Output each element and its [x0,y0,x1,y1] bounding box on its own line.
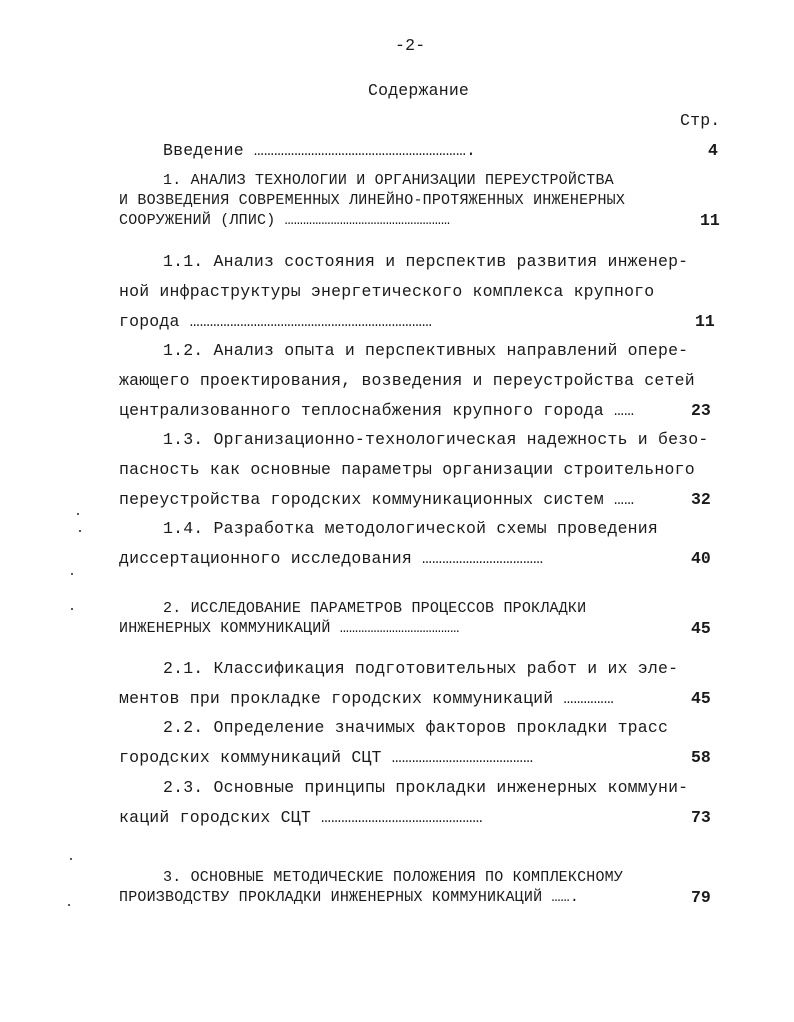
toc-entry-page: 58 [691,748,711,767]
toc-entry-page: 4 [708,141,718,160]
toc-entry-line: 2. ИССЛЕДОВАНИЕ ПАРАМЕТРОВ ПРОЦЕССОВ ПРОКЛАДКИ [163,600,587,617]
toc-entry-line: ментов при прокладке городских коммуникаций …………… [119,689,614,708]
toc-entry-line: 2.3. Основные принципы прокладки инженерных коммуни- [163,778,689,797]
toc-entry-line: 1.4. Разработка методологической схемы проведения [163,519,658,538]
toc-entry-page: 11 [700,211,720,230]
scan-speck [71,573,73,575]
toc-entry-page: 40 [691,549,711,568]
toc-entry-page: 32 [691,490,711,509]
toc-entry-line: 1.2. Анализ опыта и перспективных направлений опере- [163,341,689,360]
toc-entry-line: 1.3. Организационно-технологическая надежность и безо- [163,430,709,449]
toc-entry-line: ПРОИЗВОДСТВУ ПРОКЛАДКИ ИНЖЕНЕРНЫХ КОММУНИКАЦИЙ ……. [119,889,580,906]
toc-entry-line: ной инфраструктуры энергетического комплекса крупного [119,282,655,301]
toc-entry-line: пасность как основные параметры организации строительного [119,460,695,479]
toc-entry-line: 3. ОСНОВНЫЕ МЕТОДИЧЕСКИЕ ПОЛОЖЕНИЯ ПО КОМПЛЕКСНОМУ [163,869,624,886]
scan-speck [71,608,73,610]
toc-entry-line: ИНЖЕНЕРНЫХ КОММУНИКАЦИЙ ………………………………… [119,620,460,637]
toc-entry-line: СООРУЖЕНИЙ (ЛПИС) ……………………………………………… [119,212,451,229]
toc-entry-page: 73 [691,808,711,827]
toc-entry-line: 1. АНАЛИЗ ТЕХНОЛОГИИ И ОРГАНИЗАЦИИ ПЕРЕУСТРОЙСТВА [163,172,614,189]
scan-speck [79,530,81,532]
scan-speck [77,513,79,515]
toc-entry-page: 79 [691,888,711,907]
scan-speck [68,904,70,906]
toc-entry-line: Введение ………………………………………………………. [163,141,477,160]
toc-entry-page: 11 [695,312,715,331]
toc-entry-line: И ВОЗВЕДЕНИЯ СОВРЕМЕННЫХ ЛИНЕЙНО-ПРОТЯЖЕННЫХ ИНЖЕНЕРНЫХ [119,192,626,209]
toc-entry-line: централизованного теплоснабжения крупного города …… [119,401,635,420]
toc-entry-line: переустройства городских коммуникационных систем …… [119,490,635,509]
toc-entry-page: 45 [691,619,711,638]
toc-entry-line: диссертационного исследования ……………………………… [119,549,544,568]
toc-entry-line: города ……………………………………………………………… [119,312,433,331]
toc-entry-page: 45 [691,689,711,708]
toc-heading: Содержание [368,81,470,100]
page-column-label: Стр. [680,111,721,130]
toc-entry-line: 1.1. Анализ состояния и перспектив развития инженер- [163,252,689,271]
page-number: -2- [395,36,426,55]
toc-entry-line: городских коммуникаций СЦТ …………………………………… [119,748,534,767]
toc-entry-line: 2.2. Определение значимых факторов прокладки трасс [163,718,669,737]
toc-entry-line: 2.1. Классификация подготовительных работ и их эле- [163,659,679,678]
toc-entry-line: жающего проектирования, возведения и переустройства сетей [119,371,695,390]
scan-speck [70,858,72,860]
toc-entry-line: каций городских СЦТ ………………………………………… [119,808,483,827]
toc-entry-page: 23 [691,401,711,420]
